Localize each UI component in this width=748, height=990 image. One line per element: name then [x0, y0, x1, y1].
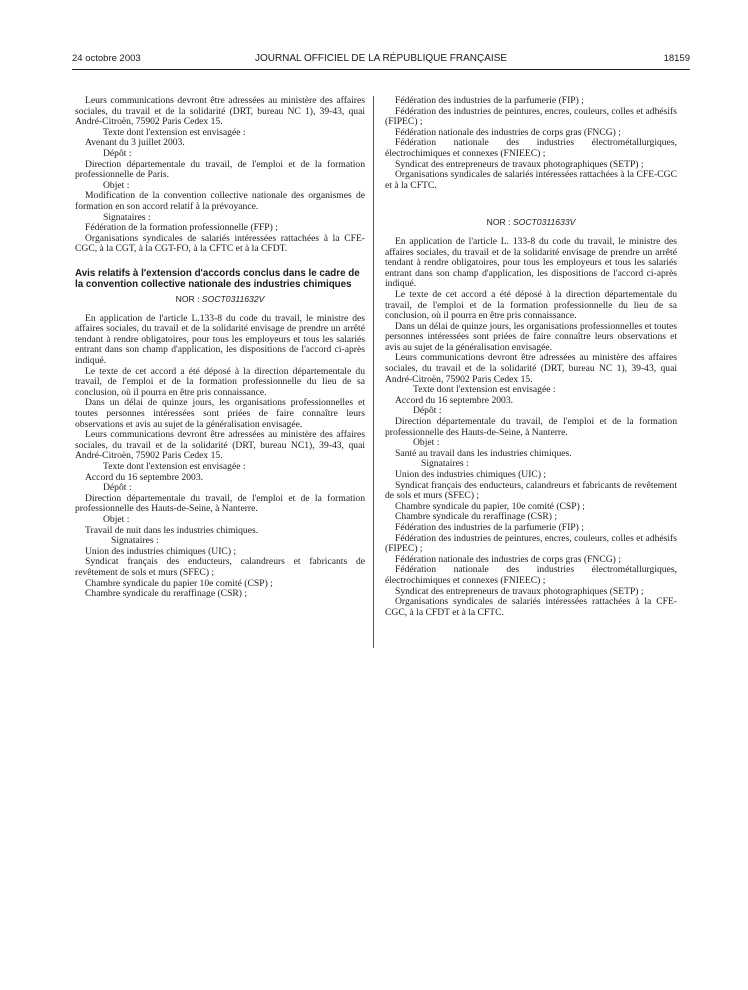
signataire-item: Fédération nationale des industries électrométallurgiques, électrochimiques et connexes (FNIEEC) ;	[385, 564, 677, 586]
texte-label: Texte dont l'extension est envisagée :	[103, 126, 246, 138]
nor-label: NOR :	[175, 294, 200, 305]
header-rule	[72, 69, 690, 70]
signataire-item: Fédération des industries de peintures, encres, couleurs, colles et adhésifs (FIPEC) ;	[385, 105, 677, 128]
page-header	[72, 53, 690, 67]
signataire-item: Union des industries chimiques (UIC) ;	[395, 469, 547, 480]
signataire-item: Chambre syndicale du reraffinage (CSR) ;	[85, 588, 248, 600]
signataire-item: Fédération des industries de peintures, encres, couleurs, colles et adhésifs (FIPEC) ;	[385, 532, 677, 555]
section-title: Avis relatifs à l'extension d'accords conclus dans le cadre de la convention collective nationale des industries chimiques	[75, 267, 360, 290]
signataire-item: Chambre syndicale du papier, 10e comité (CSP) ;	[395, 500, 585, 512]
objet-label: Objet :	[413, 437, 440, 449]
depot-label: Dépôt :	[103, 482, 132, 494]
header-journal-title: JOURNAL OFFICIEL DE LA RÉPUBLIQUE FRANÇAISE	[254, 53, 508, 64]
texte-value: Accord du 16 septembre 2003.	[395, 394, 514, 406]
depot-label: Dépôt :	[413, 405, 442, 417]
signataire-item: Organisations syndicales de salariés intéressées rattachées à la CFE-CGC et à la CFTC.	[385, 169, 677, 191]
texte-value: Accord du 16 septembre 2003.	[85, 471, 204, 483]
nor-label: NOR :	[486, 217, 511, 228]
header-page-number: 18159	[663, 53, 690, 64]
signataire-item: Chambre syndicale du reraffinage (CSR) ;	[395, 511, 558, 523]
signataire-item: Syndicat français des enducteurs, calandreurs et fabricants de revêtement de sols et murs (SFEC) ;	[385, 479, 677, 502]
objet-label: Objet :	[103, 513, 130, 525]
avis-paragraph-4: Leurs communications devront être adressées au ministère des affaires sociales, du travail et de la solidarité (DRT, bureau NC1), 39-43, quai André-Citroën, 75902 Paris Cedex 15.	[75, 429, 365, 462]
signataire-item: Chambre syndicale du papier 10e comité (CSP) ;	[85, 577, 273, 589]
signataire-item: Syndicat des entrepreneurs de travaux photographiques (SETP) ;	[395, 585, 644, 597]
signataire-item: Union des industries chimiques (UIC) ;	[85, 545, 237, 557]
column-divider	[373, 96, 374, 648]
nor-reference	[385, 217, 677, 228]
signataire-item: Fédération nationale des industries électrométallurgiques, électrochimiques et connexes (FNIEEC) ;	[385, 137, 677, 159]
signataire-item: Syndicat français des enducteurs, calandreurs et fabricants de revêtement de sols et murs (SFEC) ;	[75, 556, 365, 578]
nor-code: SOCT0311633V	[512, 217, 576, 228]
avis-paragraph-2: Le texte de cet accord a été déposé à la direction départementale du travail, de l'emploi et de la formation professionnelle du lieu de sa conclusion, où il pourra en être pris connaissance.	[75, 365, 365, 398]
signataire-item: Organisations syndicales de salariés intéressées rattachées à la CFE-CGC, à la CGT, à la CGT-FO, à la CFTC et à la CFDT.	[75, 232, 365, 255]
objet-value: Santé au travail dans les industries chimiques.	[395, 447, 572, 459]
avis-paragraph-1: En application de l'article L.133-8 du code du travail, le ministre des affaires sociales, du travail et de la solidarité envisage de prendre un arrêté tendant à rendre obligatoires, pour tous les employeurs et tous les salariés entrant dans son champ d'application, les dispositions de l'accord ci-après indiqué.	[75, 312, 365, 367]
signataire-item: Fédération des industries de la parfumerie (FIP) ;	[395, 95, 584, 106]
texte-label: Texte dont l'extension est envisagée :	[103, 461, 246, 472]
objet-value: Modification de la convention collective nationale des organismes de formation en son accord relatif à la prévoyance.	[75, 190, 365, 212]
left-column	[75, 96, 365, 600]
objet-value: Travail de nuit dans les industries chimiques.	[85, 524, 259, 536]
avis-paragraph-3: Dans un délai de quinze jours, les organisations professionnelles et toutes personnes intéressées sont priées de faire connaître leurs observations et avis au sujet de la généralisation envisagée.	[75, 397, 365, 430]
signataires-label: Signataires :	[421, 458, 469, 470]
texte-label: Texte dont l'extension est envisagée :	[413, 384, 556, 396]
nor-code: SOCT0311632V	[201, 294, 265, 305]
avis-paragraph-2: Le texte de cet accord a été déposé à la direction départementale du travail, de l'emploi et de la formation professionnelle du lieu de sa conclusion, où il pourra en être pris connaissance.	[385, 288, 677, 322]
communications-paragraph: Leurs communications devront être adressées au ministère des affaires sociales, du travail et de la solidarité (DRT, bureau NC 1), 39-43, quai André-Citroën, 75902 Paris Cedex 15.	[75, 95, 365, 128]
depot-value: Direction départementale du travail, de l'emploi et de la formation professionnelle des Hauts-de-Seine, à Nanterre.	[385, 416, 677, 438]
signataires-label: Signataires :	[111, 535, 159, 547]
texte-value: Avenant du 3 juillet 2003.	[85, 137, 185, 149]
depot-value: Direction départementale du travail, de l'emploi et de la formation professionnelle des Hauts-de-Seine, à Nanterre.	[75, 492, 365, 515]
avis-paragraph-3: Dans un délai de quinze jours, les organisations professionnelles et toutes personnes intéressées sont priées de faire connaître leurs observations et avis au sujet de la généralisation envisagée.	[385, 320, 677, 353]
depot-value: Direction départementale du travail, de l'emploi et de la formation professionnelle de Paris.	[75, 158, 365, 181]
signataire-item: Syndicat des entrepreneurs de travaux photographiques (SETP) ;	[395, 158, 644, 170]
signataire-item: Fédération des industries de la parfumerie (FIP) ;	[395, 521, 584, 533]
signataire-item: Fédération de la formation professionnelle (FFP) ;	[85, 222, 278, 234]
nor-reference	[75, 294, 365, 305]
signataire-item: Fédération nationale des industries de corps gras (FNCG) ;	[395, 126, 621, 138]
signataire-item: Organisations syndicales de salariés intéressées rattachées à la CFE-CGC, à la CFDT et à la CFTC.	[385, 596, 677, 618]
signataire-item: Fédération nationale des industries de corps gras (FNCG) ;	[395, 553, 621, 565]
header-date: 24 octobre 2003	[72, 53, 141, 64]
objet-label: Objet :	[103, 179, 130, 191]
signataires-label: Signataires :	[103, 211, 151, 223]
right-column	[385, 96, 677, 618]
avis-paragraph-4: Leurs communications devront être adressées au ministère des affaires sociales, du travail et de la solidarité (DRT, bureau NC 1), 39-43, quai André-Citroën, 75902 Paris Cedex 15.	[385, 352, 677, 385]
avis-paragraph-1: En application de l'article L. 133-8 du code du travail, le ministre des affaires sociales, du travail et de la solidarité envisage de prendre un arrêté tendant à rendre obligatoires, pour tous les employeurs et tous les salariés entrant dans son champ d'application, les dispositions de l'accord ci-après indiqué.	[385, 235, 677, 290]
depot-label: Dépôt :	[103, 147, 132, 159]
